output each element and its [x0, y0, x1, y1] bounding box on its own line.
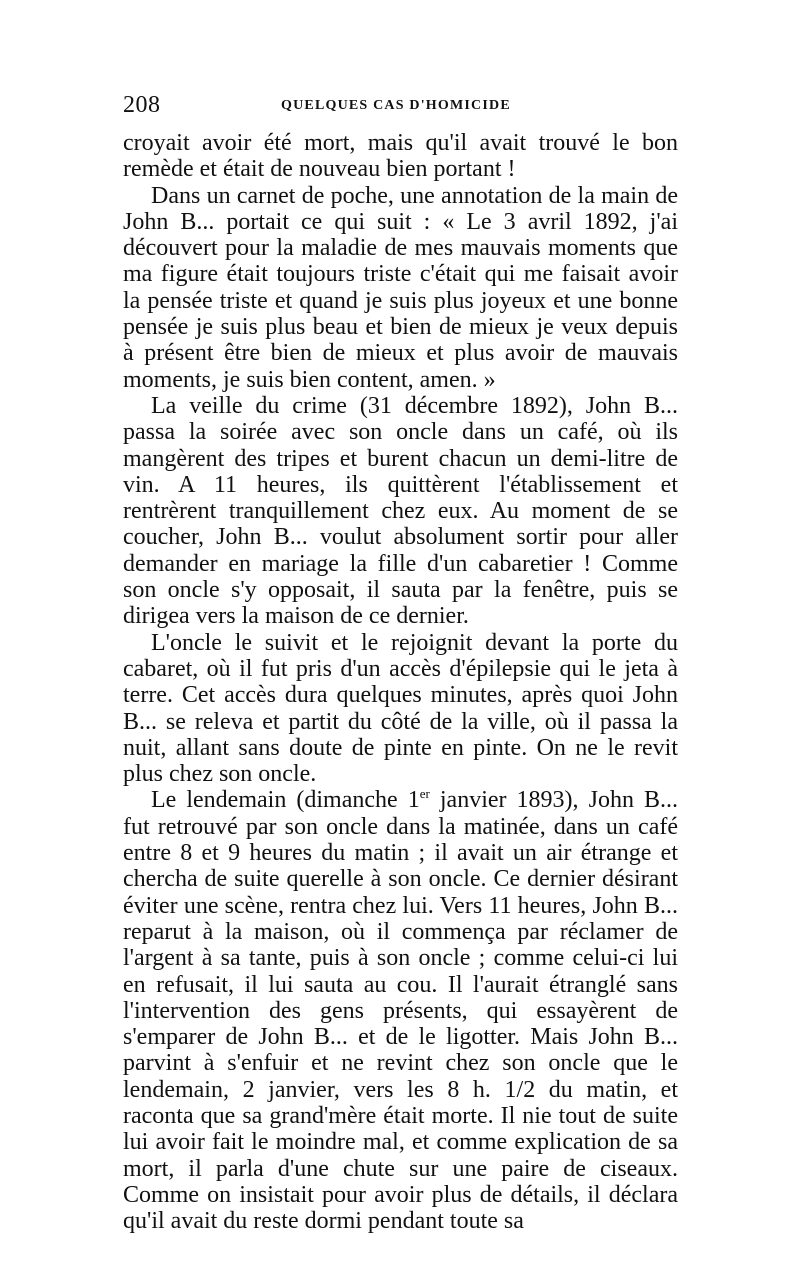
paragraph-lendemain-rest: janvier 1893), John B... fut retrouvé par son oncle dans la matinée, dans un café entre 8 et 9 heures du matin ; il avait un air étrange et chercha de suite querelle à son oncle. Ce dernier désirant éviter une scène, rentra chez lui. Vers 11 heures, John B... reparut à la maison, où il commença par réclamer de l'argent à sa tante, puis à son oncle ; comme celui-ci lui en refusait, il lui sauta au cou. Il l'aurait étranglé sans l'intervention des gens présents, qui essayèrent de s'emparer de John B... et de le ligotter. Mais John B... parvint à s'enfuir et ne revint chez son oncle que le lendemain, 2 janvier, vers les 8 h. 1/2 du matin, et raconta que sa grand'mère était morte. Il nie tout de suite lui avoir fait le moindre mal, et comme explication de sa mort, il parla d'une chute sur une paire de ciseaux. Comme on insistait pour avoir plus de détails, il déclara qu'il avait du reste dormi pendant toute sa [123, 787, 678, 1235]
paragraph-oncle-suivit: L'oncle le suivit et le rejoignit devant la porte du cabaret, où il fut pris d'un accès d'épilepsie qui le jeta à terre. Cet accès dura quelques minutes, après quoi John B... se releva et partit du côté de la ville, où il passa la nuit, allant sans doute de pinte en pinte. On ne le revit plus chez son oncle. [123, 629, 678, 788]
paragraph-continued: croyait avoir été mort, mais qu'il avait trouvé le bon remède et était de nouveau bien portant ! [123, 130, 678, 183]
paragraph-veille-du-crime: La veille du crime (31 décembre 1892), John B... passa la soirée avec son oncle dans un café, où ils mangèrent des tripes et burent chacun un demi-litre de vin. A 11 heures, ils quittèrent l'établissement et rentrèrent tranquillement chez eux. Au moment de se coucher, John B... voulut absolument sortir pour aller demander en mariage la fille d'un cabaretier ! Comme son oncle s'y opposait, il sauta par la fenêtre, puis se dirigea vers la maison de ce dernier. [123, 392, 678, 630]
paragraph-lendemain [123, 787, 678, 1234]
paragraph-lendemain-start: Le lendemain (dimanche 1 [151, 787, 420, 814]
running-head [123, 92, 678, 122]
running-title: QUELQUES CAS D'HOMICIDE [281, 98, 511, 113]
book-page [123, 92, 678, 1234]
body-text [123, 130, 678, 1234]
page-number: 208 [123, 92, 161, 118]
ordinal-superscript: er [419, 786, 430, 802]
paragraph-carnet: Dans un carnet de poche, une annotation de la main de John B... portait ce qui suit : « Le 3 avril 1892, j'ai découvert pour la maladie de mes mauvais moments que ma figure était toujours triste c'était qui me faisait avoir la pensée triste et quand je suis plus joyeux et une bonne pensée je suis plus beau et bien de mieux je veux depuis à présent être bien de mieux et plus avoir de mauvais moments, je suis bien content, amen. » [123, 182, 678, 393]
